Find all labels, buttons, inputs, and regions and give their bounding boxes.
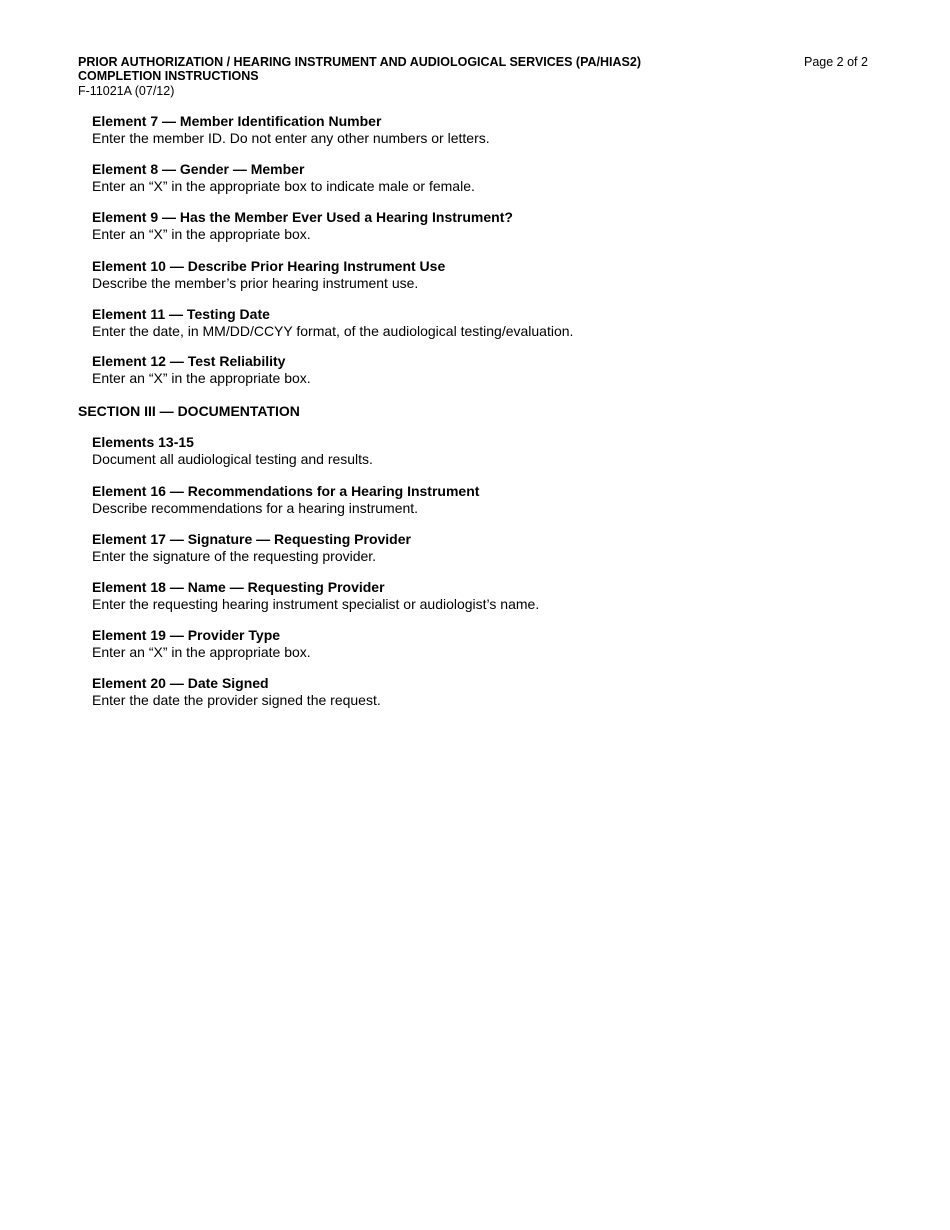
element-description: Enter an “X” in the appropriate box. xyxy=(92,644,311,660)
element-title: Element 20 — Date Signed xyxy=(92,675,269,691)
page-number: Page 2 of 2 xyxy=(804,55,868,69)
element-description: Enter the date, in MM/DD/CCYY format, of the audiological testing/evaluation. xyxy=(92,323,574,339)
instruction-block xyxy=(92,531,411,565)
section-heading: SECTION III — DOCUMENTATION xyxy=(78,403,300,419)
element-title: Element 8 — Gender — Member xyxy=(92,161,305,177)
element-title: Element 9 — Has the Member Ever Used a Hearing Instrument? xyxy=(92,209,513,225)
instruction-block xyxy=(92,209,513,243)
element-description: Document all audiological testing and results. xyxy=(92,451,373,467)
instruction-block xyxy=(92,306,573,340)
element-description: Enter the date the provider signed the request. xyxy=(92,692,381,708)
element-description: Enter an “X” in the appropriate box. xyxy=(92,226,311,242)
form-title: PRIOR AUTHORIZATION / HEARING INSTRUMENT AND AUDIOLOGICAL SERVICES (PA/HIAS2) xyxy=(78,55,641,69)
instruction-block xyxy=(92,161,475,195)
element-description: Enter an “X” in the appropriate box. xyxy=(92,370,311,386)
element-title: Element 7 — Member Identification Number xyxy=(92,113,382,129)
instruction-block xyxy=(92,434,373,468)
element-description: Describe recommendations for a hearing instrument. xyxy=(92,500,419,516)
form-subtitle: COMPLETION INSTRUCTIONS xyxy=(78,69,259,83)
instruction-block xyxy=(92,627,311,661)
element-description: Enter an “X” in the appropriate box to indicate male or female. xyxy=(92,178,475,194)
element-title: Element 17 — Signature — Requesting Provider xyxy=(92,531,411,547)
form-number: F-11021A (07/12) xyxy=(78,84,175,98)
element-title: Element 19 — Provider Type xyxy=(92,627,281,643)
instruction-block xyxy=(92,353,311,387)
element-title: Element 16 — Recommendations for a Hearing Instrument xyxy=(92,483,480,499)
instruction-block xyxy=(92,258,445,292)
element-title: Elements 13-15 xyxy=(92,434,194,450)
element-description: Enter the signature of the requesting provider. xyxy=(92,548,377,564)
element-description: Describe the member’s prior hearing instrument use. xyxy=(92,275,419,291)
element-description: Enter the member ID. Do not enter any other numbers or letters. xyxy=(92,130,490,146)
element-title: Element 10 — Describe Prior Hearing Instrument Use xyxy=(92,258,446,274)
instruction-block xyxy=(92,579,539,613)
element-title: Element 11 — Testing Date xyxy=(92,306,270,322)
element-title: Element 18 — Name — Requesting Provider xyxy=(92,579,385,595)
instruction-block xyxy=(92,113,490,147)
instruction-block xyxy=(92,483,479,517)
element-title: Element 12 — Test Reliability xyxy=(92,353,286,369)
instruction-block xyxy=(92,675,381,709)
element-description: Enter the requesting hearing instrument specialist or audiologist’s name. xyxy=(92,596,540,612)
